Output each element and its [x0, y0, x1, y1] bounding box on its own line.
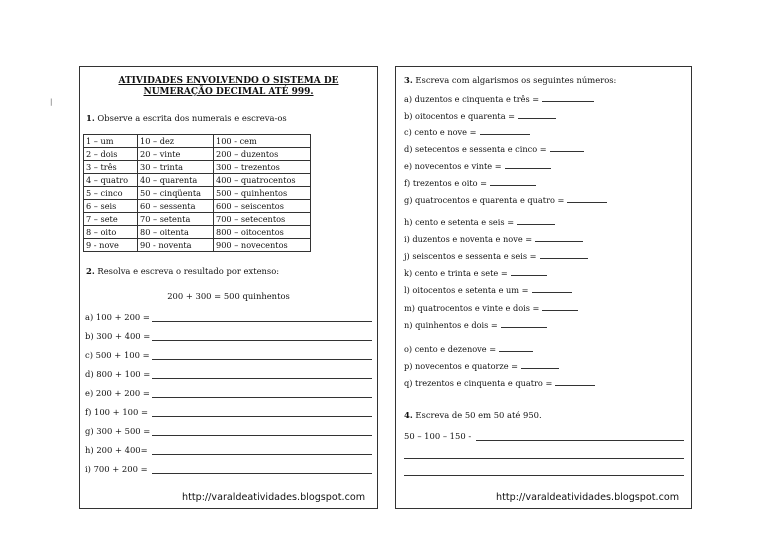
number-item-text: m) quatrocentos e vinte e dois =: [404, 303, 540, 313]
number-item: [404, 194, 607, 205]
calc-item: g) 300 + 500 =: [85, 426, 151, 436]
number-answer-blank[interactable]: [555, 377, 595, 386]
calc-item: a) 100 + 200 =: [85, 312, 150, 322]
numerals-table-cell: 500 – quinhentos: [214, 187, 311, 200]
numerals-table-cell: 4 – quatro: [84, 174, 138, 187]
question-2-text: Resolva e escreva o resultado por extenso:: [97, 266, 280, 276]
example-sum: 200 + 300 = 500 quinhentos: [167, 291, 290, 301]
stray-mark: |: [50, 98, 53, 106]
number-answer-blank[interactable]: [542, 302, 578, 311]
question-4-heading: [404, 410, 542, 420]
numerals-table-row: [84, 187, 311, 200]
question-3-number: 3.: [404, 75, 413, 85]
number-item: [404, 143, 584, 154]
number-item-text: a) duzentos e cinquenta e três =: [404, 94, 540, 104]
number-item: [404, 360, 559, 371]
question-4-text: Escreva de 50 em 50 até 950.: [415, 410, 542, 420]
number-item: [404, 343, 533, 354]
calc-item: b) 300 + 400 =: [85, 331, 151, 341]
calc-item: d) 800 + 100 =: [85, 369, 151, 379]
number-answer-blank[interactable]: [532, 284, 572, 293]
numerals-table-cell: 30 – trinta: [138, 161, 214, 174]
number-answer-blank[interactable]: [542, 93, 594, 102]
calc-item: i) 700 + 200 =: [85, 464, 148, 474]
calc-answer-line[interactable]: [152, 397, 372, 398]
sequence-start: 50 – 100 – 150 -: [404, 431, 472, 441]
number-item-text: f) trezentos e oito =: [404, 178, 488, 188]
numerals-table-cell: 200 – duzentos: [214, 148, 311, 161]
numerals-table-cell: 100 - cem: [214, 135, 311, 148]
sequence-answer-line-3[interactable]: [404, 475, 684, 476]
calc-answer-line[interactable]: [152, 359, 372, 360]
source-url-left: http://varaldeatividades.blogspot.com: [182, 492, 366, 503]
number-item: [404, 319, 547, 330]
number-item: [404, 377, 595, 388]
number-item: [404, 267, 547, 278]
title-line-2: NUMERAÇÃO DECIMAL ATÉ 999.: [143, 87, 314, 97]
source-url-right: http://varaldeatividades.blogspot.com: [496, 492, 680, 503]
question-3-heading: [404, 75, 616, 85]
calc-answer-line[interactable]: [152, 321, 372, 322]
number-item-text: i) duzentos e noventa e nove =: [404, 234, 533, 244]
number-item: [404, 177, 536, 188]
question-1-text: Observe a escrita dos numerais e escreva-os: [97, 113, 287, 123]
numerals-table-row: [84, 174, 311, 187]
number-item-text: p) novecentos e quatorze =: [404, 361, 519, 371]
number-item-text: j) seiscentos e sessenta e seis =: [404, 251, 537, 261]
calc-answer-line[interactable]: [152, 378, 372, 379]
numerals-table-cell: 700 – setecentos: [214, 213, 311, 226]
number-answer-blank[interactable]: [505, 160, 551, 169]
numerals-table-row: [84, 148, 311, 161]
number-answer-blank[interactable]: [518, 110, 556, 119]
number-item: [404, 126, 530, 137]
calc-answer-line[interactable]: [152, 454, 372, 455]
numerals-table-row: [84, 213, 311, 226]
number-answer-blank[interactable]: [501, 319, 547, 328]
numerals-table-row: [84, 161, 311, 174]
numerals-table-cell: 60 – sessenta: [138, 200, 214, 213]
sequence-answer-line-1[interactable]: [476, 440, 684, 441]
question-2-number: 2.: [86, 266, 95, 276]
numerals-table-cell: 10 – dez: [138, 135, 214, 148]
numerals-table-cell: 1 – um: [84, 135, 138, 148]
numerals-table-cell: 900 – novecentos: [214, 239, 311, 252]
number-answer-blank[interactable]: [521, 360, 559, 369]
number-answer-blank[interactable]: [480, 126, 530, 135]
number-item-text: k) cento e trinta e sete =: [404, 268, 508, 278]
numerals-table-cell: 9 - nove: [84, 239, 138, 252]
number-item-text: e) novecentos e vinte =: [404, 161, 502, 171]
calc-answer-line[interactable]: [152, 416, 372, 417]
number-item: [404, 160, 551, 171]
number-answer-blank[interactable]: [499, 343, 533, 352]
worksheet-right-page: [395, 66, 692, 509]
question-3-text: Escreva com algarismos os seguintes números:: [415, 75, 617, 85]
number-item-text: o) cento e dezenove =: [404, 344, 497, 354]
numerals-table-cell: 3 – três: [84, 161, 138, 174]
numerals-table-row: [84, 200, 311, 213]
number-item-text: d) setecentos e sessenta e cinco =: [404, 144, 547, 154]
numerals-table-cell: 800 – oitocentos: [214, 226, 311, 239]
numerals-table-cell: 300 – trezentos: [214, 161, 311, 174]
question-1-number: 1.: [86, 113, 95, 123]
number-item-text: n) quinhentos e dois =: [404, 320, 498, 330]
number-answer-blank[interactable]: [540, 250, 588, 259]
number-item-text: c) cento e nove =: [404, 127, 477, 137]
number-item-text: g) quatrocentos e quarenta e quatro =: [404, 195, 565, 205]
number-answer-blank[interactable]: [550, 143, 584, 152]
question-4-number: 4.: [404, 410, 413, 420]
number-item: [404, 233, 583, 244]
numerals-table: [83, 134, 311, 252]
number-item: [404, 302, 578, 313]
numerals-table-cell: 600 – seiscentos: [214, 200, 311, 213]
number-item: [404, 110, 556, 121]
calc-item: e) 200 + 200 =: [85, 388, 150, 398]
numerals-table-row: [84, 226, 311, 239]
number-answer-blank[interactable]: [567, 194, 607, 203]
question-1-heading: [86, 113, 287, 123]
numerals-table-cell: 5 – cinco: [84, 187, 138, 200]
calc-answer-line[interactable]: [152, 435, 372, 436]
number-item-text: h) cento e setenta e seis =: [404, 217, 515, 227]
numerals-table-row: [84, 135, 311, 148]
calc-item: c) 500 + 100 =: [85, 350, 150, 360]
sequence-answer-line-2[interactable]: [404, 458, 684, 459]
numerals-table-cell: 90 - noventa: [138, 239, 214, 252]
number-item: [404, 216, 555, 227]
title-line-1: ATIVIDADES ENVOLVENDO O SISTEMA DE: [118, 76, 339, 86]
calc-answer-line[interactable]: [152, 473, 372, 474]
numerals-table-cell: 400 – quatrocentos: [214, 174, 311, 187]
calc-item: h) 200 + 400=: [85, 445, 148, 455]
numerals-table-cell: 70 – setenta: [138, 213, 214, 226]
worksheet-title: [80, 76, 377, 98]
numerals-table-cell: 7 – sete: [84, 213, 138, 226]
numerals-table-row: [84, 239, 311, 252]
worksheet-left-page: [79, 66, 378, 509]
number-answer-blank[interactable]: [535, 233, 583, 242]
number-item-text: l) oitocentos e setenta e um =: [404, 285, 529, 295]
number-answer-blank[interactable]: [517, 216, 555, 225]
numerals-table-cell: 20 – vinte: [138, 148, 214, 161]
numerals-table-cell: 8 – oito: [84, 226, 138, 239]
number-answer-blank[interactable]: [511, 267, 547, 276]
numerals-table-cell: 2 – dois: [84, 148, 138, 161]
number-item: [404, 93, 594, 104]
numerals-table-cell: 50 – cinqüenta: [138, 187, 214, 200]
number-item: [404, 250, 588, 261]
calc-item: f) 100 + 100 =: [85, 407, 149, 417]
calc-answer-line[interactable]: [152, 340, 372, 341]
numerals-table-cell: 6 – seis: [84, 200, 138, 213]
number-item-text: b) oitocentos e quarenta =: [404, 111, 516, 121]
numerals-table-cell: 80 – oitenta: [138, 226, 214, 239]
numerals-table-cell: 40 – quarenta: [138, 174, 214, 187]
number-item: [404, 284, 572, 295]
number-item-text: q) trezentos e cinquenta e quatro =: [404, 378, 553, 388]
question-2-heading: [86, 266, 279, 276]
number-answer-blank[interactable]: [490, 177, 536, 186]
